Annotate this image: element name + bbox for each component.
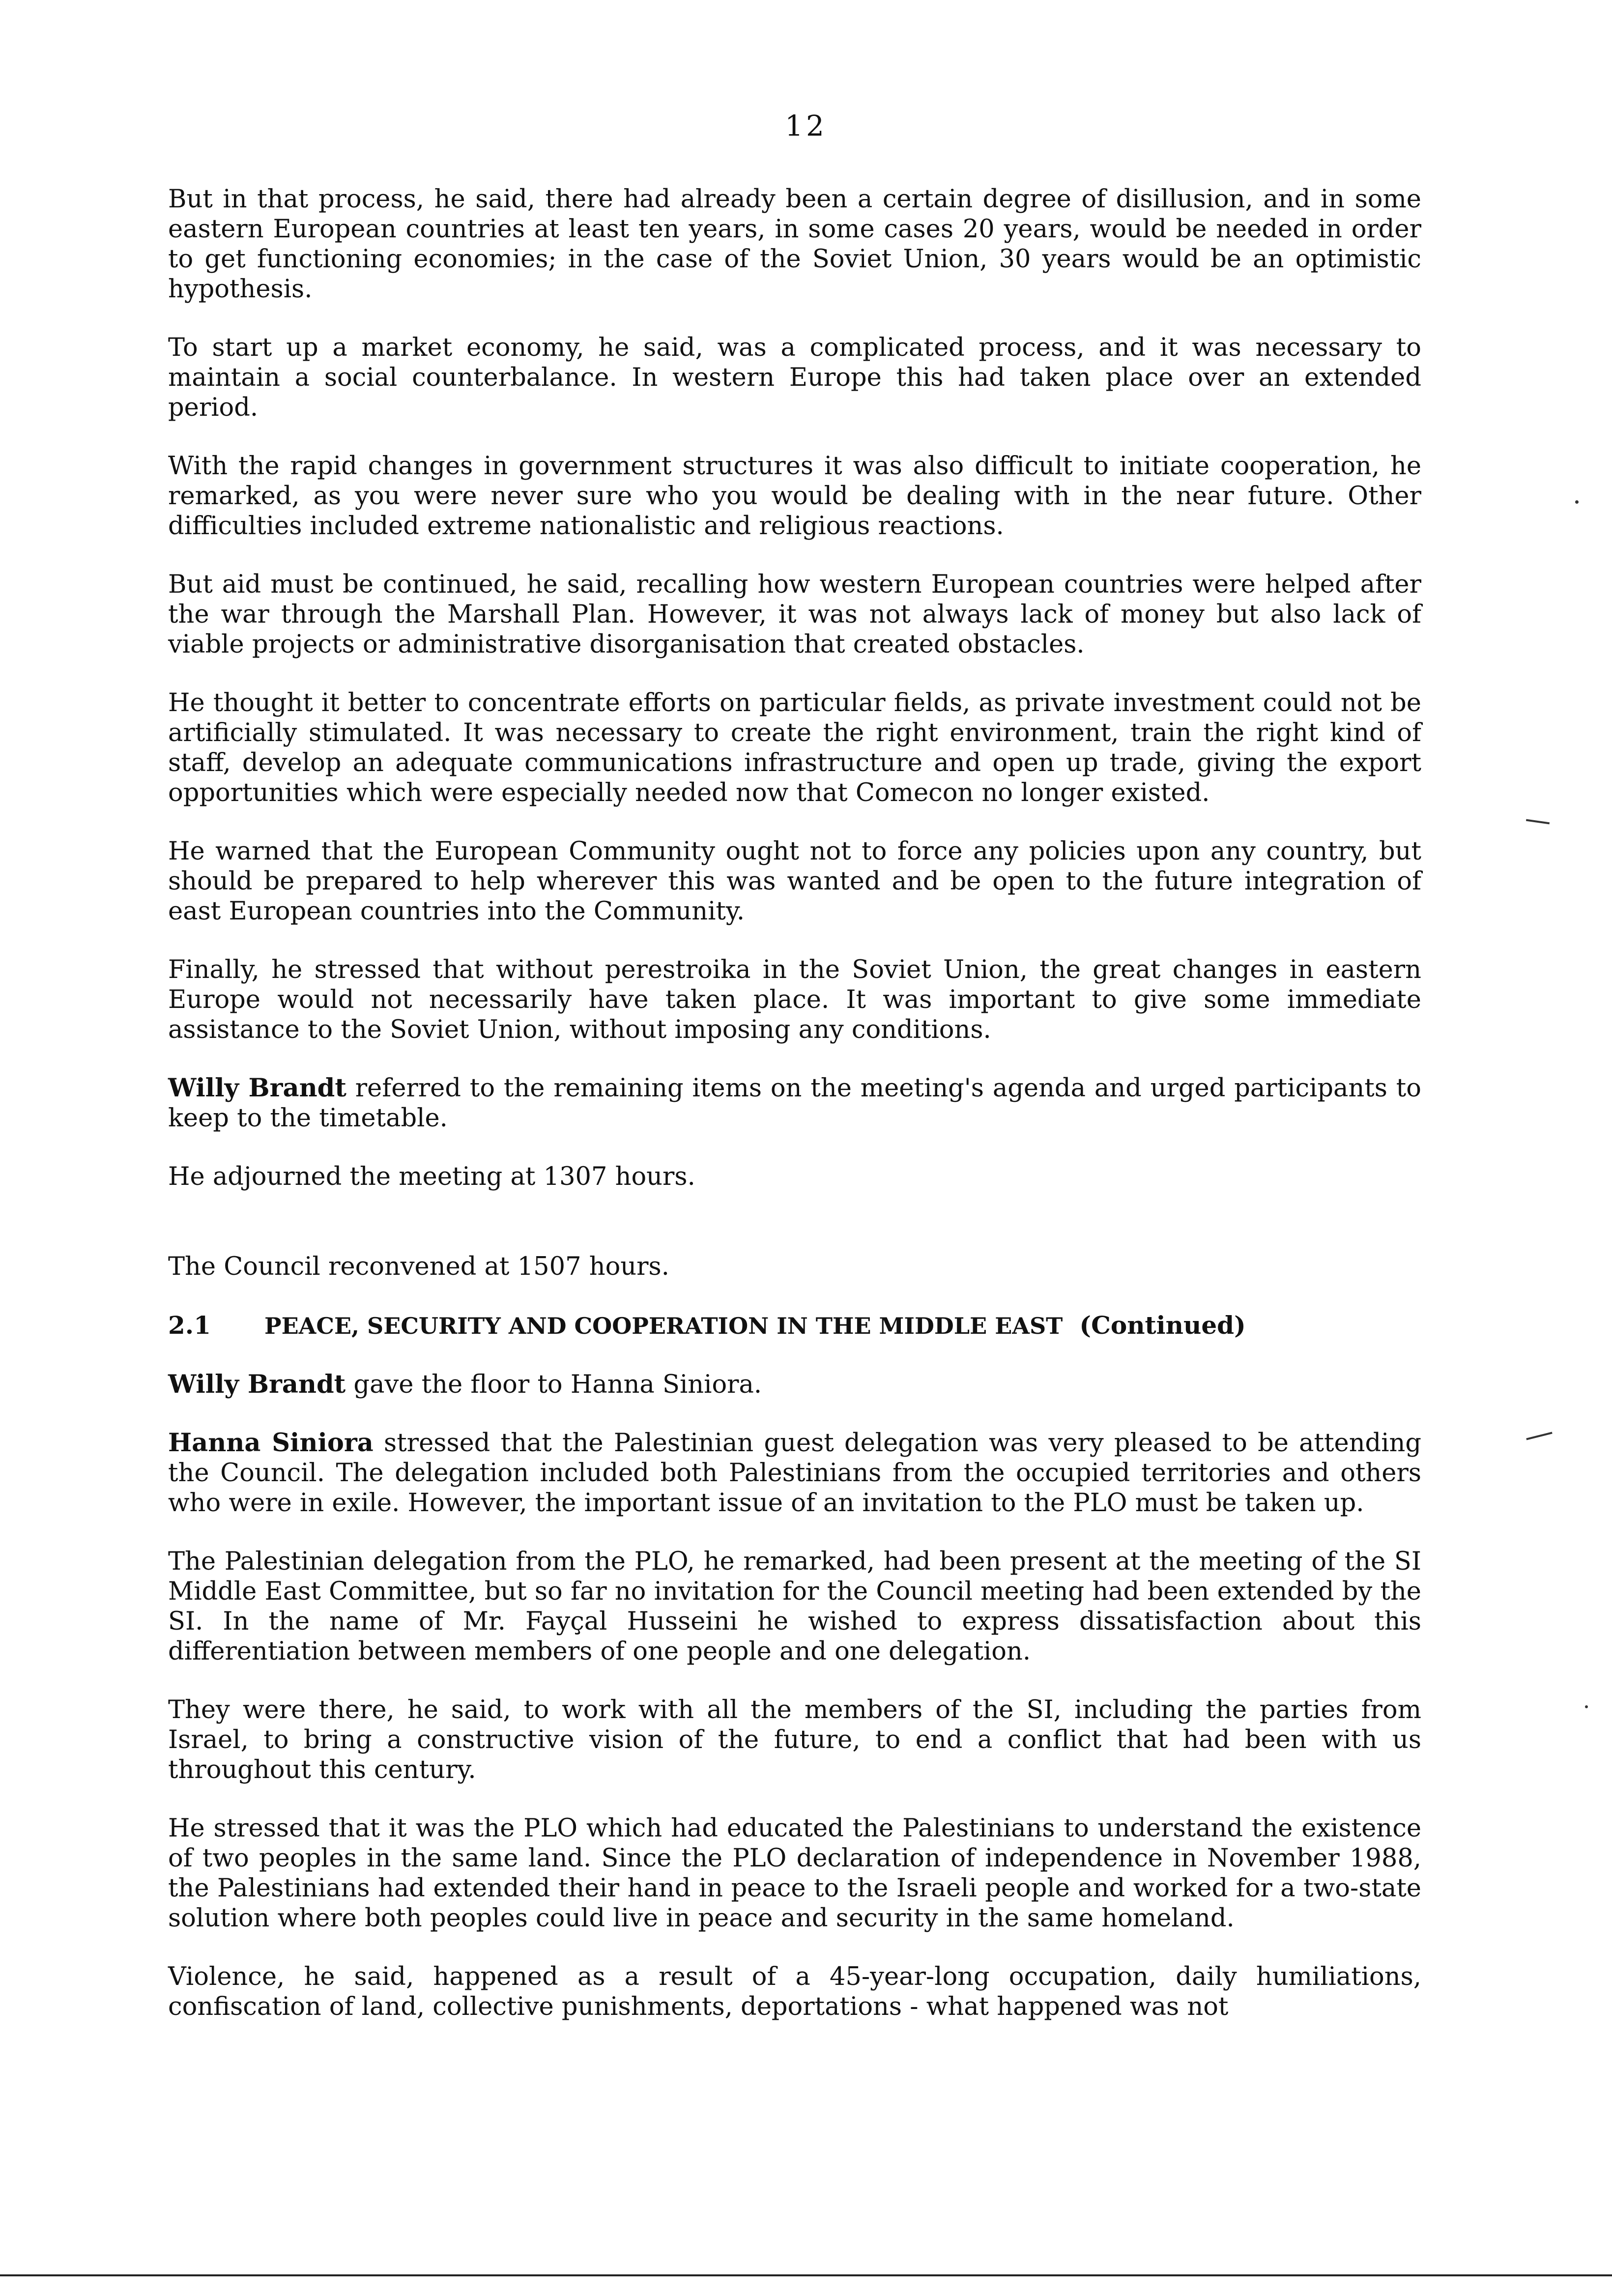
paragraph-text: referred to the remaining items on the meeting's agenda and urged participants to keep to the timetable. bbox=[168, 1074, 1421, 1133]
paragraph: With the rapid changes in government structures it was also difficult to initiate cooperation, he remarked, as you were never sure who you would be dealing with in the near future. Other difficulties included extreme nationalistic and religious reactions. bbox=[168, 452, 1421, 541]
page-number: 12 bbox=[785, 109, 827, 143]
adjourned-paragraph: He adjourned the meeting at 1307 hours. bbox=[168, 1162, 695, 1191]
speaker-name: Willy Brandt bbox=[168, 1370, 346, 1399]
paragraph: Violence, he said, happened as a result of a 45-year-long occupation, daily humiliations, confiscation of land, collective punishments, deportations - what happened was not bbox=[168, 1962, 1421, 2021]
paragraph: But in that process, he said, there had already been a certain degree of disillusion, and in some eastern European countries at least ten years, in some cases 20 years, would be needed in order to get functioning economies; in the case of the Soviet Union, 30 years would be an optimistic hypothesis. bbox=[168, 185, 1421, 304]
paragraph: The Palestinian delegation from the PLO, he remarked, had been present at the meeting of the SI Middle East Committee, but so far no invitation for the Council meeting had been extended by the SI. In the name of Mr. Fayçal Husseini he wished to express dissatisfaction about this differentiation between members of one people and one delegation. bbox=[168, 1547, 1421, 1666]
margin-dash bbox=[1526, 1432, 1552, 1440]
margin-dot bbox=[1575, 500, 1579, 504]
section-title: PEACE, SECURITY AND COOPERATION IN THE MIDDLE EAST bbox=[264, 1313, 1063, 1339]
document-body bbox=[168, 184, 1421, 2022]
paragraph: To start up a market economy, he said, was a complicated process, and it was necessary to maintain a social counterbalance. In western Europe this had taken place over an extended period. bbox=[168, 333, 1421, 422]
paragraph: Finally, he stressed that without perestroika in the Soviet Union, the great changes in eastern Europe would not necessarily have taken place. It was important to give some immediate assistance to the Soviet Union, without imposing any conditions. bbox=[168, 955, 1421, 1044]
paragraph: They were there, he said, to work with all the members of the SI, including the parties from Israel, to bring a constructive vision of the future, to end a conflict that had been with us throughout this century. bbox=[168, 1695, 1421, 1784]
reconvened-paragraph: The Council reconvened at 1507 hours. bbox=[168, 1252, 669, 1281]
brandt-remarks-paragraph bbox=[168, 1073, 1421, 1133]
floor-given-paragraph bbox=[168, 1370, 1421, 1400]
speaker-name: Willy Brandt bbox=[168, 1073, 346, 1103]
section-heading bbox=[168, 1310, 1421, 1341]
siniora-intro-paragraph bbox=[168, 1428, 1421, 1518]
paragraph: He thought it better to concentrate efforts on particular fields, as private investment could not be artificially stimulated. It was necessary to create the right environment, train the right kind of staff, develop an adequate communications infrastructure and open up trade, giving the export opportunities which were especially needed now that Comecon no longer existed. bbox=[168, 689, 1421, 807]
paragraph: But aid must be continued, he said, recalling how western European countries were helped after the war through the Marshall Plan. However, it was not always lack of money but also lack of viable projects or administrative disorganisation that created obstacles. bbox=[168, 570, 1421, 659]
margin-dot bbox=[1585, 1705, 1588, 1708]
margin-dash bbox=[1526, 819, 1550, 825]
paragraph-text: gave the floor to Hanna Siniora. bbox=[345, 1370, 762, 1399]
paragraph-text: stressed that the Palestinian guest delegation was very pleased to be attending the Council. The delegation included both Palestinians from the occupied territories and others who were in exile. However, the important issue of an invitation to the PLO must be taken up. bbox=[168, 1429, 1422, 1518]
section-number: 2.1 bbox=[168, 1311, 211, 1340]
section-continued: (Continued) bbox=[1079, 1311, 1246, 1340]
paragraph: He stressed that it was the PLO which had educated the Palestinians to understand the existence of two peoples in the same land. Since the PLO declaration of independence in November 1988, the Palestinians had extended their hand in peace to the Israeli people and worked for a two-state solution where both peoples could live in peace and security in the same homeland. bbox=[168, 1814, 1421, 1933]
paragraph: He warned that the European Community ought not to force any policies upon any country, but should be prepared to help wherever this was wanted and be open to the future integration of east European countries into the Community. bbox=[168, 837, 1421, 926]
speaker-name: Hanna Siniora bbox=[168, 1428, 374, 1458]
bottom-rule bbox=[0, 2274, 1612, 2276]
